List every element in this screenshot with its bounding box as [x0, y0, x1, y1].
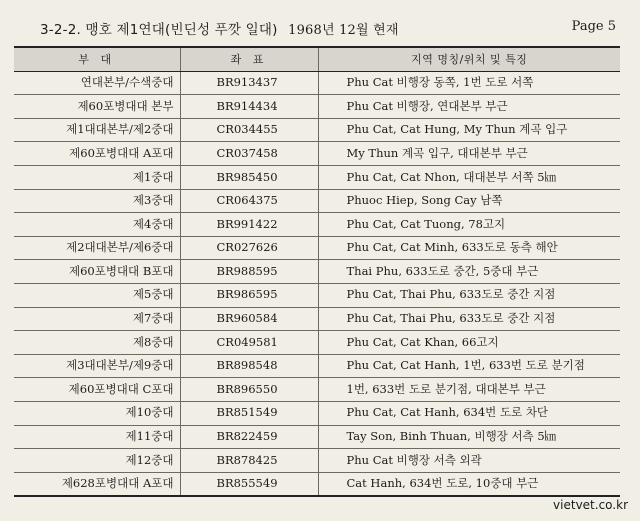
cell-coordinates: CR027626: [180, 236, 318, 260]
cell-coordinates: BR878425: [180, 449, 318, 473]
column-header-location: 지역 명칭/위치 및 특징: [318, 47, 620, 71]
table-row: [14, 283, 620, 307]
cell-location: My Thun 계곡 입구, 대대본부 부근: [318, 142, 620, 166]
cell-unit: 제3대대본부/제9중대: [14, 354, 180, 378]
unit-location-table: [14, 46, 620, 497]
cell-coordinates: BR913437: [180, 71, 318, 95]
cell-unit: 연대본부/수색중대: [14, 71, 180, 95]
cell-unit: 제5중대: [14, 283, 180, 307]
table-row: [14, 189, 620, 213]
cell-location: Phu Cat, Cat Tuong, 78고지: [318, 213, 620, 237]
cell-unit: 제10중대: [14, 401, 180, 425]
cell-location: Phu Cat 비행장 서측 외곽: [318, 449, 620, 473]
cell-coordinates: CR037458: [180, 142, 318, 166]
table-row: [14, 472, 620, 496]
table-row: [14, 142, 620, 166]
page-number: Page 5: [571, 19, 616, 34]
table-header-row: [14, 47, 620, 71]
cell-unit: 제60포병대대 본부: [14, 95, 180, 119]
cell-location: Thai Phu, 633도로 중간, 5중대 부근: [318, 260, 620, 284]
cell-location: Cat Hanh, 634번 도로, 10중대 부근: [318, 472, 620, 496]
table-body: [14, 71, 620, 496]
table-row: [14, 307, 620, 331]
cell-unit: 제7중대: [14, 307, 180, 331]
cell-unit: 제60포병대대 A포대: [14, 142, 180, 166]
cell-coordinates: BR822459: [180, 425, 318, 449]
cell-coordinates: BR855549: [180, 472, 318, 496]
cell-coordinates: BR898548: [180, 354, 318, 378]
cell-unit: 제11중대: [14, 425, 180, 449]
cell-location: Phu Cat, Thai Phu, 633도로 중간 지점: [318, 283, 620, 307]
table-row: [14, 95, 620, 119]
cell-location: Phu Cat 비행장, 연대본부 부근: [318, 95, 620, 119]
cell-location: Phu Cat 비행장 동쪽, 1번 도로 서쪽: [318, 71, 620, 95]
cell-coordinates: BR896550: [180, 378, 318, 402]
cell-coordinates: CR049581: [180, 331, 318, 355]
cell-unit: 제60포병대대 B포대: [14, 260, 180, 284]
cell-unit: 제1중대: [14, 165, 180, 189]
cell-location: Phu Cat, Thai Phu, 633도로 중간 지점: [318, 307, 620, 331]
cell-location: Phu Cat, Cat Khan, 66고지: [318, 331, 620, 355]
cell-coordinates: CR064375: [180, 189, 318, 213]
cell-coordinates: BR988595: [180, 260, 318, 284]
cell-unit: 제1대대본부/제2중대: [14, 118, 180, 142]
section-heading: [40, 18, 399, 38]
cell-unit: 제60포병대대 C포대: [14, 378, 180, 402]
table-row: [14, 260, 620, 284]
watermark: vietvet.co.kr: [553, 498, 628, 512]
cell-coordinates: BR986595: [180, 283, 318, 307]
cell-coordinates: BR991422: [180, 213, 318, 237]
cell-location: Phuoc Hiep, Song Cay 남쪽: [318, 189, 620, 213]
section-title: 맹호 제1연대(빈딘성 푸깟 일대): [85, 22, 278, 38]
table-row: [14, 378, 620, 402]
cell-location: Phu Cat, Cat Hanh, 634번 도로 차단: [318, 401, 620, 425]
table-row: [14, 213, 620, 237]
section-number: 3-2-2.: [40, 22, 82, 38]
table-row: [14, 71, 620, 95]
cell-coordinates: CR034455: [180, 118, 318, 142]
cell-coordinates: BR960584: [180, 307, 318, 331]
cell-location: Phu Cat, Cat Minh, 633도로 동측 해안: [318, 236, 620, 260]
cell-location: Phu Cat, Cat Nhon, 대대본부 서쪽 5㎞: [318, 165, 620, 189]
cell-unit: 제2대대본부/제6중대: [14, 236, 180, 260]
cell-unit: 제4중대: [14, 213, 180, 237]
cell-location: Tay Son, Binh Thuan, 비행장 서측 5㎞: [318, 425, 620, 449]
table-row: [14, 165, 620, 189]
table-row: [14, 425, 620, 449]
cell-coordinates: BR914434: [180, 95, 318, 119]
cell-coordinates: BR851549: [180, 401, 318, 425]
cell-unit: 제628포병대대 A포대: [14, 472, 180, 496]
column-header-unit: 부 대: [14, 47, 180, 71]
cell-location: 1번, 633번 도로 분기점, 대대본부 부근: [318, 378, 620, 402]
table-row: [14, 401, 620, 425]
table-row: [14, 449, 620, 473]
table-row: [14, 331, 620, 355]
table-row: [14, 236, 620, 260]
cell-unit: 제3중대: [14, 189, 180, 213]
column-header-coordinates: 좌 표: [180, 47, 318, 71]
cell-unit: 제12중대: [14, 449, 180, 473]
section-date: 1968년 12월 현재: [288, 23, 399, 38]
cell-coordinates: BR985450: [180, 165, 318, 189]
cell-location: Phu Cat, Cat Hanh, 1번, 633번 도로 분기점: [318, 354, 620, 378]
cell-location: Phu Cat, Cat Hung, My Thun 계곡 입구: [318, 118, 620, 142]
table-row: [14, 354, 620, 378]
table-row: [14, 118, 620, 142]
cell-unit: 제8중대: [14, 331, 180, 355]
